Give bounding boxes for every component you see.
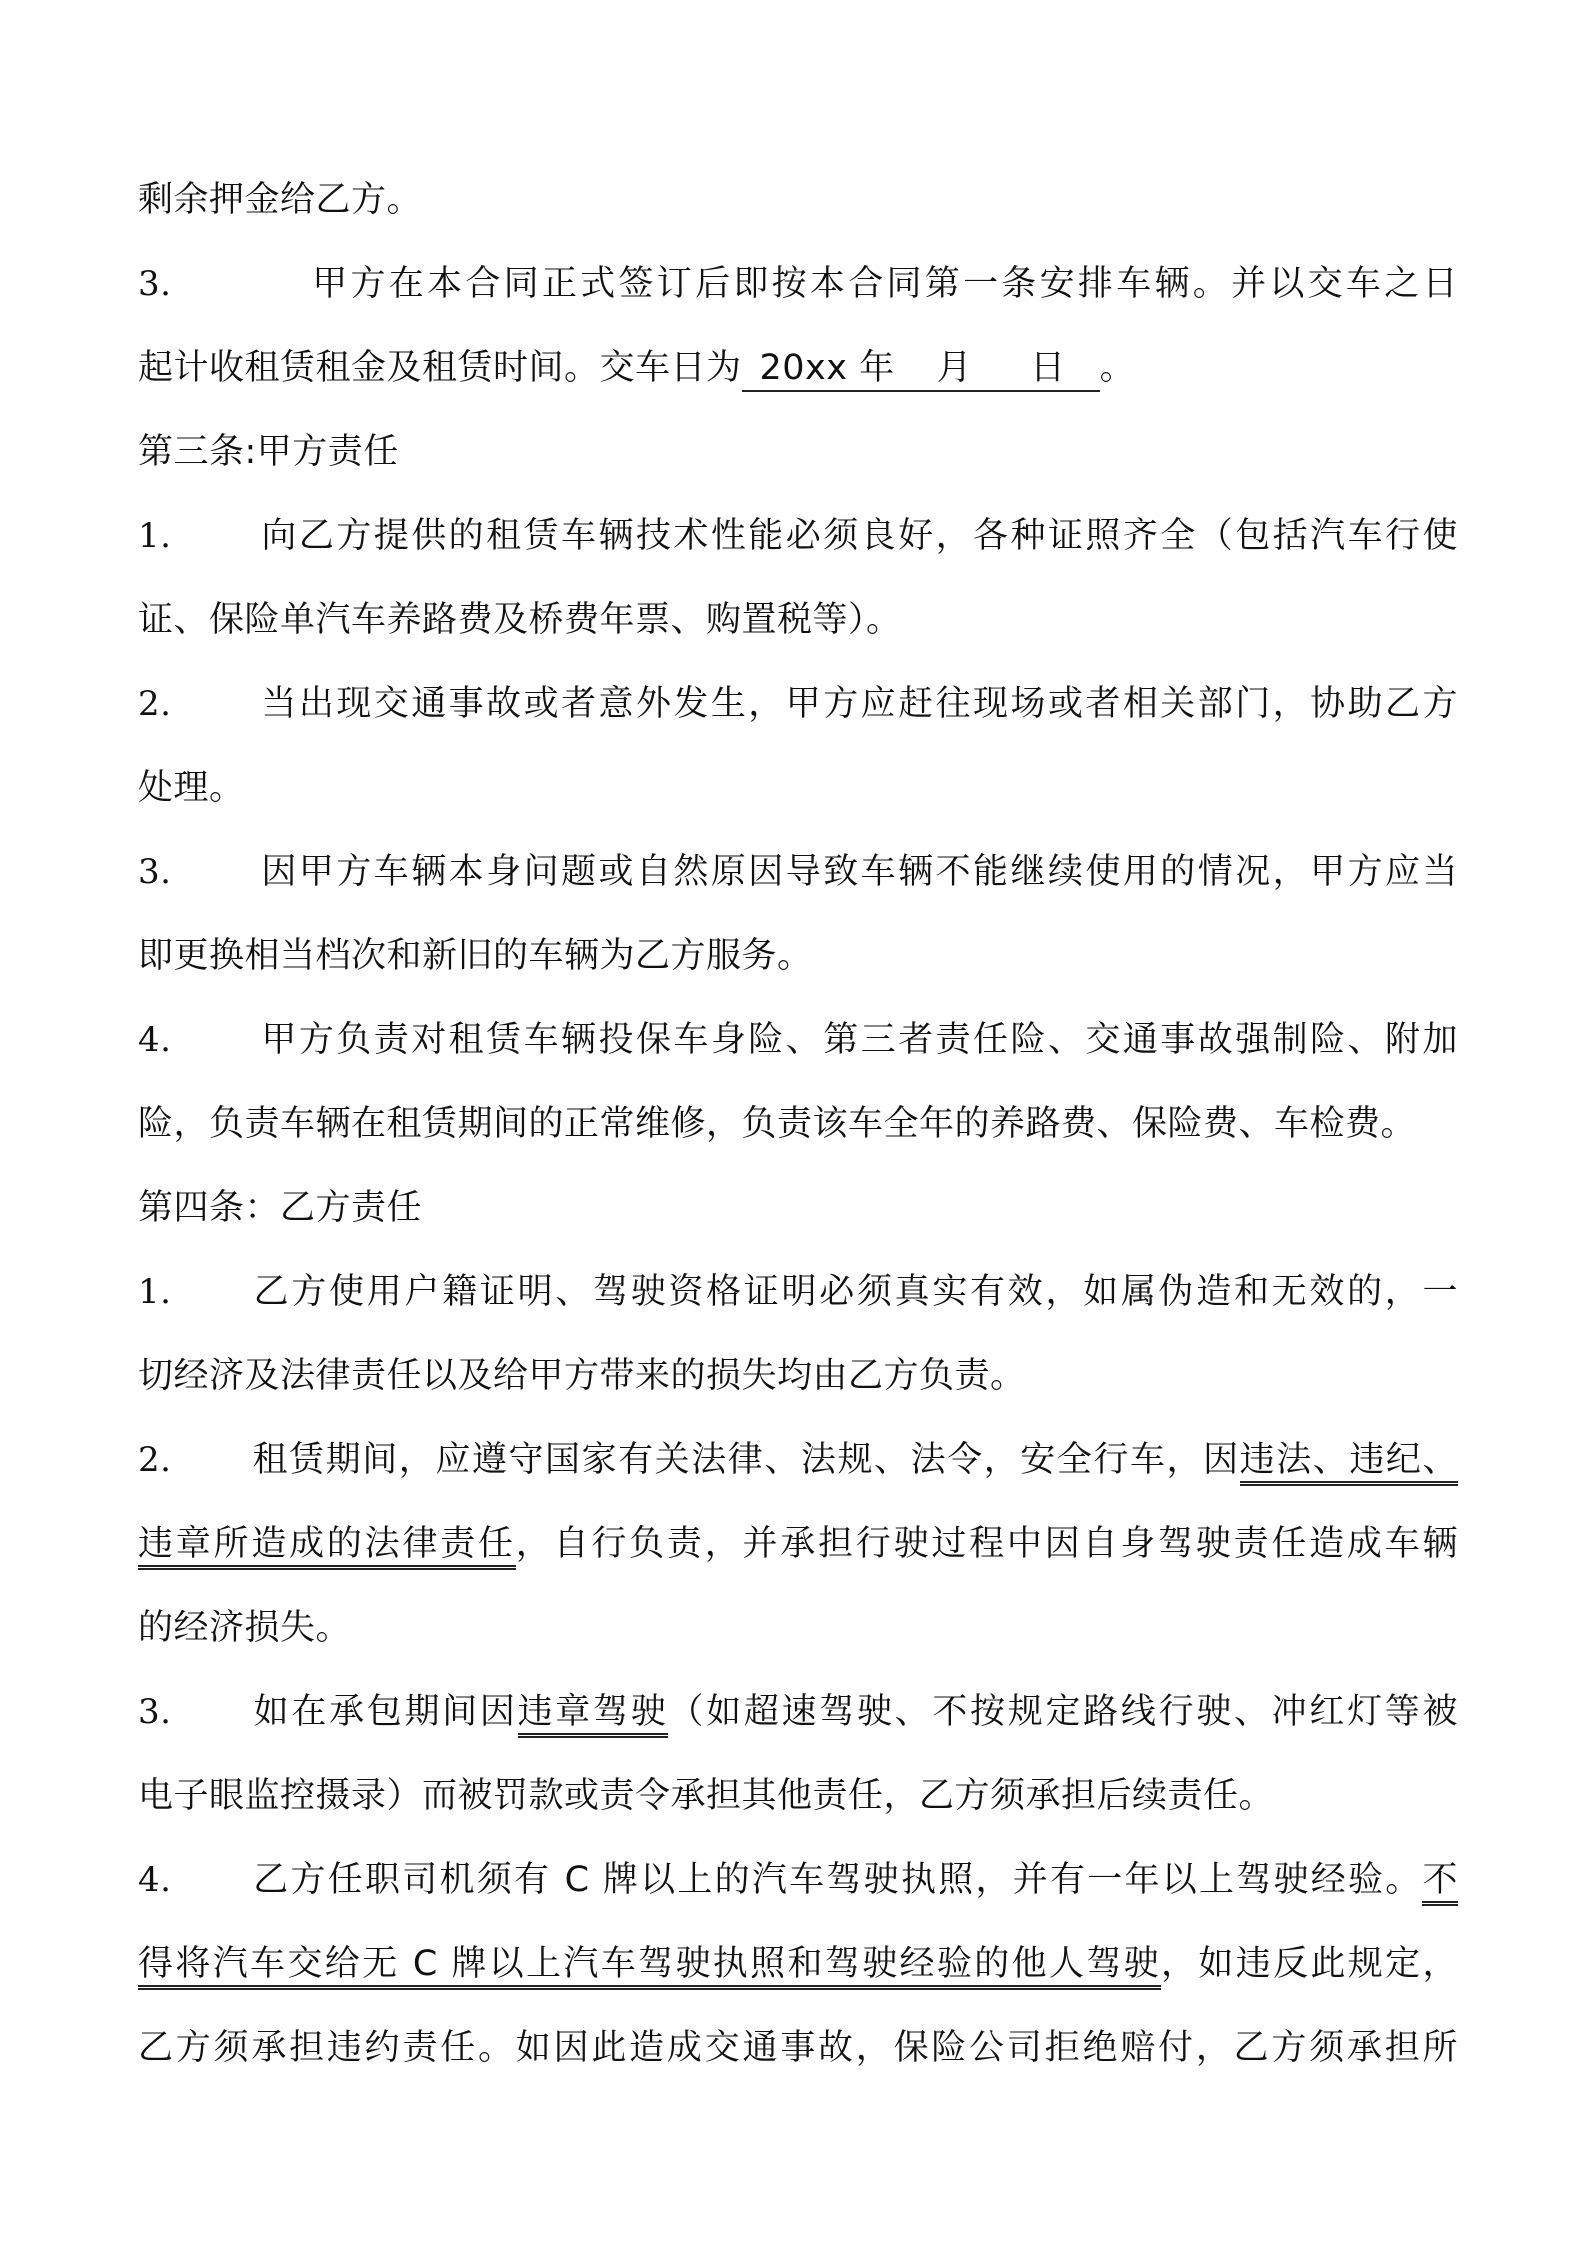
clause-4-4-line-3: 乙方须承担违约责任。如因此造成交通事故，保险公司拒绝赔付，乙方须承担所 [138,2028,1458,2068]
clause-number: 4. [138,1860,172,1900]
clause-3-2-line-2: 处理。 [138,768,245,808]
clause-4-3-line-1: 3. 如在承包期间因违章驾驶（如超速驾驶、不按规定路线行驶、冲红灯等被 [138,1670,1458,1754]
clause-4-3-line-2: 电子眼监控摄录）而被罚款或责令承担其他责任，乙方须承担后续责任。 [138,1776,1275,1816]
clause-4-1-line-1: 1. 乙方使用户籍证明、驾驶资格证明必须真实有效，如属伪造和无效的，一 [138,1250,1458,1334]
clause-3-4-line-2: 险，负责车辆在租赁期间的正常维修，负责该车全年的养路费、保险费、车检费。 [138,1104,1417,1144]
clause-2-3-line-2: 起计收租赁租金及租赁时间。交车日为 20xx 年 月 日 。 [138,326,1458,410]
clause-3-1-line-2: 证、保险单汽车养路费及桥费年票、购置税等）。 [138,600,902,640]
clause-number: 2. [138,1440,172,1480]
clause-4-2-line-2: 违章所造成的法律责任，自行负责，并承担行驶过程中因自身驾驶责任造成车辆 [138,1502,1458,1586]
article-4-heading: 第四条：乙方责任 [138,1188,423,1228]
clause-number: 3. [138,264,172,304]
underlined-text: 违法、违纪、 [1240,1440,1458,1486]
underlined-text: 违章所造成的法律责任 [138,1524,516,1570]
clause-number: 2. [138,684,172,724]
clause-number: 4. [138,1020,172,1060]
clause-3-3-line-2: 即更换相当档次和新旧的车辆为乙方服务。 [138,936,813,976]
clause-number: 3. [138,1692,172,1732]
line-1: 剩余押金给乙方。 [138,180,423,220]
clause-3-4-line-1: 4. 甲方负责对租赁车辆投保车身险、第三者责任险、交通事故强制险、附加 [138,998,1458,1082]
clause-4-4-line-1: 4. 乙方任职司机须有 C 牌以上的汽车驾驶执照，并有一年以上驾驶经验。不 [138,1838,1458,1922]
clause-4-2-line-3: 的经济损失。 [138,1608,352,1648]
clause-3-1-line-1: 1. 向乙方提供的租赁车辆技术性能必须良好，各种证照齐全（包括汽车行使 [138,494,1458,578]
clause-number: 3. [138,852,172,892]
clause-3-3-line-1: 3. 因甲方车辆本身问题或自然原因导致车辆不能继续使用的情况，甲方应当 [138,830,1458,914]
clause-number: 1. [138,516,172,556]
clause-3-2-line-1: 2. 当出现交通事故或者意外发生，甲方应赶往现场或者相关部门，协助乙方 [138,662,1458,746]
article-3-heading: 第三条:甲方责任 [138,432,399,472]
clause-4-4-line-2: 得将汽车交给无 C 牌以上汽车驾驶执照和驾驶经验的他人驾驶，如违反此规定， [138,1922,1458,2006]
clause-4-1-line-2: 切经济及法律责任以及给甲方带来的损失均由乙方负责。 [138,1356,1026,1396]
underlined-text: 违章驾驶 [518,1692,669,1738]
underlined-text: 得将汽车交给无 C 牌以上汽车驾驶执照和驾驶经验的他人驾驶 [138,1944,1161,1990]
clause-number: 1. [138,1272,172,1312]
delivery-date-field: 20xx 年 月 日 [742,346,1100,392]
clause-4-2-line-1: 2. 租赁期间，应遵守国家有关法律、法规、法令，安全行车，因违法、违纪、 [138,1418,1458,1502]
underlined-text: 不 [1422,1860,1458,1906]
clause-2-3-line-1: 3. 甲方在本合同正式签订后即按本合同第一条安排车辆。并以交车之日 [138,242,1458,326]
